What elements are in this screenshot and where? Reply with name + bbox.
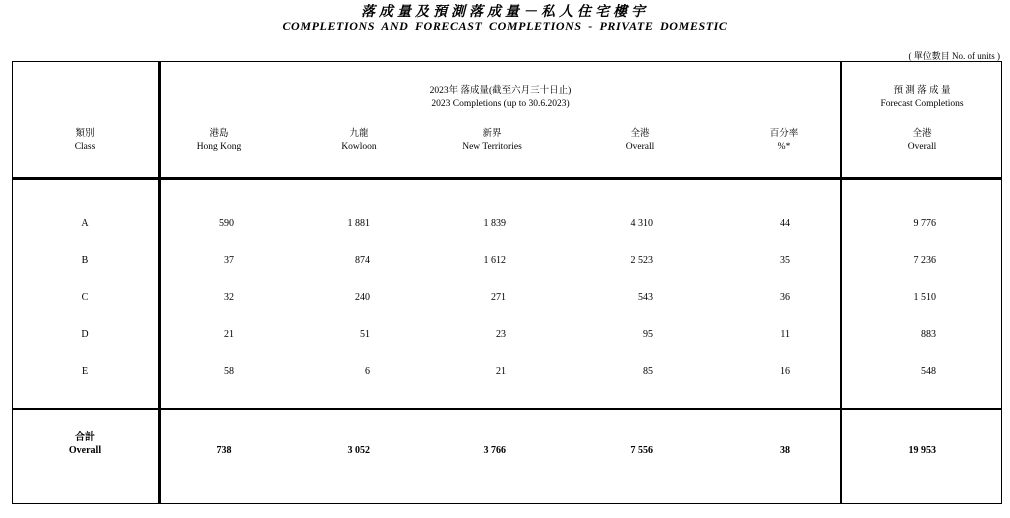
cell-class: E — [81, 366, 89, 377]
column-header-en: Overall — [625, 142, 655, 152]
total-rule — [12, 408, 1002, 410]
forecast-header-en: Forecast Completions — [880, 99, 964, 109]
cell-overall: 543 — [638, 292, 653, 303]
column-header-cn: 九龍 — [349, 129, 369, 139]
cell-kowloon: 240 — [355, 292, 370, 303]
column-header-en: Class — [74, 142, 96, 152]
cell-class: C — [81, 292, 89, 303]
cell-overall: 85 — [643, 366, 653, 377]
cell-class: D — [81, 329, 89, 340]
cell-hong-kong: 21 — [224, 329, 234, 340]
column-header-percentage — [729, 128, 839, 154]
column-header-en: New Territories — [462, 142, 522, 152]
title-english: COMPLETIONS AND FORECAST COMPLETIONS - PRIVATE DOMESTIC — [282, 19, 728, 33]
cell-hong-kong: 32 — [224, 292, 234, 303]
column-header-cn: 全港 — [912, 129, 932, 139]
column-header-cn: 港島 — [209, 129, 229, 139]
total-forecast: 19 953 — [908, 445, 936, 456]
cell-new-territories: 1 839 — [483, 218, 506, 229]
total-overall: 7 556 — [630, 445, 653, 456]
column-header-new-territories — [432, 128, 552, 154]
cell-hong-kong: 590 — [219, 218, 234, 229]
column-header-overall — [585, 128, 695, 154]
cell-overall: 4 310 — [630, 218, 653, 229]
cell-forecast: 9 776 — [913, 218, 936, 229]
cell-overall: 95 — [643, 329, 653, 340]
total-label-cn: 合計 — [75, 432, 95, 443]
cell-new-territories: 1 612 — [483, 255, 506, 266]
total-new-territories: 3 766 — [483, 445, 506, 456]
total-percentage: 38 — [780, 445, 790, 456]
cell-percentage: 16 — [780, 366, 790, 377]
cell-forecast: 548 — [921, 366, 936, 377]
total-hong-kong: 738 — [216, 445, 232, 456]
total-kowloon: 3 052 — [347, 445, 370, 456]
forecast-header-cn: 預 測 落 成 量 — [893, 86, 951, 96]
cell-class: A — [81, 218, 89, 229]
title-chinese: 落成量及預測落成量－私人住宅樓宇 — [361, 4, 649, 20]
unit-note: ( 單位數目 No. of units ) — [908, 51, 1000, 61]
cell-new-territories: 271 — [491, 292, 506, 303]
column-header-en: Kowloon — [341, 142, 377, 152]
cell-kowloon: 51 — [360, 329, 370, 340]
cell-percentage: 36 — [780, 292, 790, 303]
cell-percentage: 11 — [780, 329, 790, 340]
cell-forecast: 883 — [921, 329, 936, 340]
column-header-kowloon — [304, 128, 414, 154]
total-label-en: Overall — [68, 445, 102, 456]
column-header-hong-kong — [164, 128, 274, 154]
cell-hong-kong: 58 — [224, 366, 234, 377]
cell-kowloon: 874 — [355, 255, 370, 266]
cell-percentage: 44 — [780, 218, 790, 229]
total-label — [12, 431, 158, 457]
header-rule — [12, 177, 1002, 180]
cell-kowloon: 6 — [365, 366, 370, 377]
column-header-cn: 新界 — [482, 129, 502, 139]
cell-kowloon: 1 881 — [347, 218, 370, 229]
divider-class-column — [158, 61, 161, 504]
cell-forecast: 1 510 — [913, 292, 936, 303]
cell-new-territories: 21 — [496, 366, 506, 377]
cell-new-territories: 23 — [496, 329, 506, 340]
column-header-cn: 類別 — [75, 129, 95, 139]
column-header-cn: 全港 — [630, 129, 650, 139]
cell-class: B — [81, 255, 89, 266]
column-header-en: %* — [777, 142, 791, 152]
group-header-en: 2023 Completions (up to 30.6.2023) — [431, 99, 570, 109]
column-header-en: Hong Kong — [196, 142, 242, 152]
cell-percentage: 35 — [780, 255, 790, 266]
column-header-cn: 百分率 — [769, 129, 799, 139]
group-header-cn: 2023年 落成量(截至六月三十日止) — [429, 86, 572, 96]
cell-hong-kong: 37 — [224, 255, 234, 266]
cell-overall: 2 523 — [630, 255, 653, 266]
column-header-en: Overall — [907, 142, 937, 152]
column-header-class — [12, 128, 158, 154]
group-header — [161, 85, 840, 111]
cell-forecast: 7 236 — [913, 255, 936, 266]
forecast-header — [842, 85, 1002, 111]
column-header-forecast-overall — [842, 128, 1002, 154]
